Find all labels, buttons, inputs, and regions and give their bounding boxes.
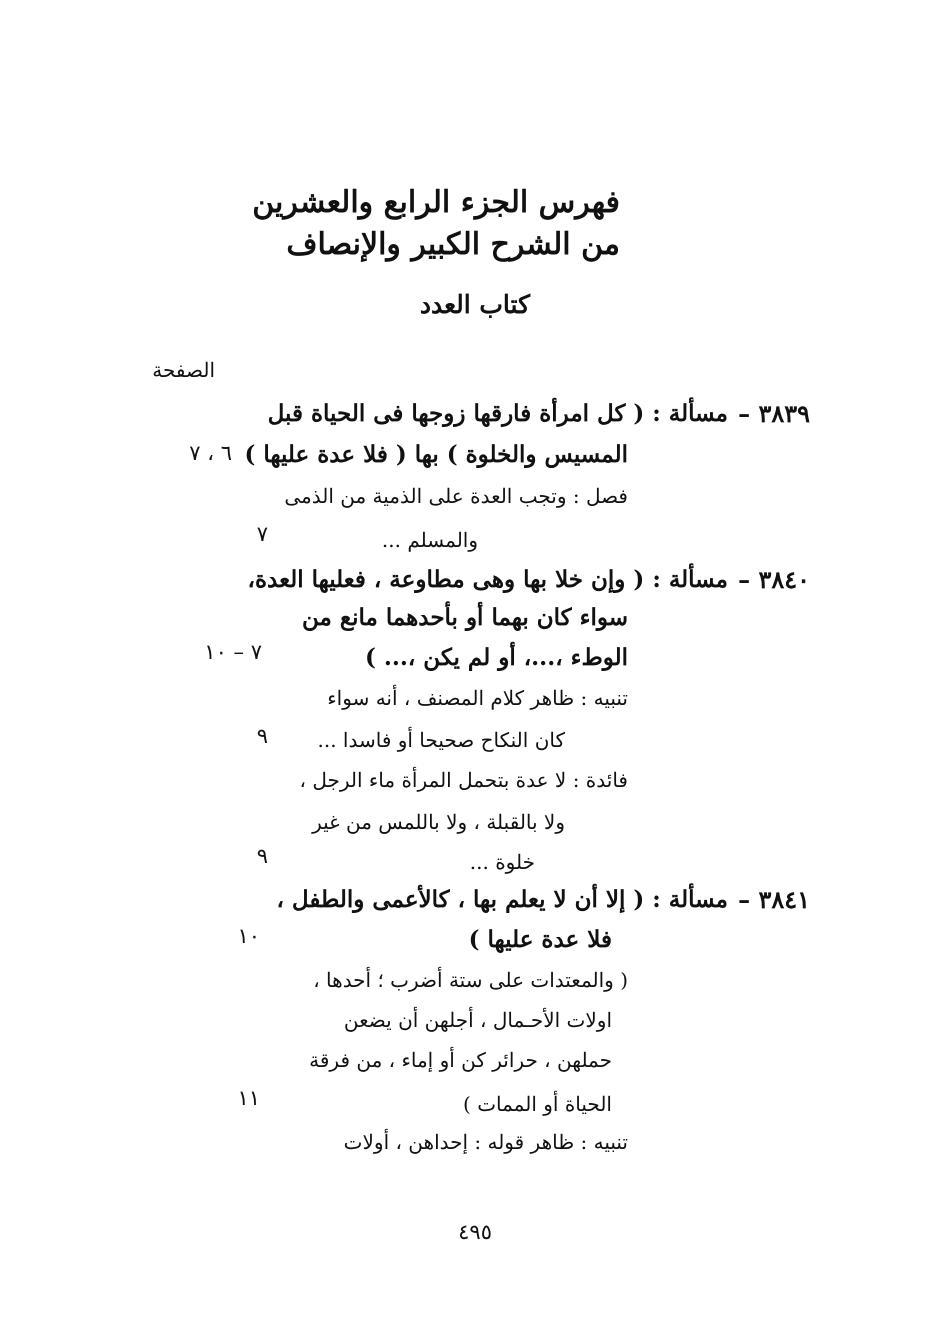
fasl-line-1: فصل : وتجب العدة على الذمية من الذمى	[284, 484, 628, 508]
tanbih-2-line-1: تنبيه : ظاهر قوله : إحداهن ، أولات	[343, 1130, 628, 1154]
entry-3841-line-2: فلا عدة عليها )	[468, 926, 612, 953]
entry-3841-line-1: مسألة : ( إلا أن لا يعلم بها ، كالأعمى والطفل ،	[276, 886, 728, 913]
entry-3841-pages: ١٠	[237, 924, 260, 948]
entry-number-3840: ٣٨٤٠ –	[738, 565, 810, 594]
mutaddat-line-3: حملهن ، حرائر كن أو إماء ، من فرقة	[309, 1048, 612, 1072]
entry-3840-pages: ٧ – ١٠	[204, 640, 262, 664]
entry-3840-line-2: سواء كان بهما أو بأحدهما مانع من	[302, 604, 628, 631]
page-number: ٤٩٥	[458, 1220, 492, 1244]
entry-3840-line-1: مسألة : ( وإن خلا بها وهى مطاوعة ، فعليها العدة،	[247, 566, 728, 593]
entry-3839-pages: ٦ ، ٧	[189, 441, 232, 465]
entry-3839-line-2: المسيس والخلوة ) بها ( فلا عدة عليها )	[244, 441, 628, 468]
mutaddat-line-1: ( والمعتدات على ستة أضرب ؛ أحدها ،	[313, 968, 628, 992]
tanbih-1-line-1: تنبيه : ظاهر كلام المصنف ، أنه سواء	[327, 686, 628, 710]
faida-line-2: ولا بالقبلة ، ولا باللمس من غير	[312, 810, 565, 834]
page-column-label: الصفحة	[152, 358, 215, 382]
faida-line-3: خلوة ...	[469, 850, 535, 874]
chapter-heading: كتاب العدد	[419, 290, 530, 319]
entry-3839-line-1: مسألة : ( كل امرأة فارقها زوجها فى الحياة قبل	[267, 400, 728, 427]
faida-line-1: فائدة : لا عدة بتحمل المرأة ماء الرجل ،	[299, 768, 628, 792]
index-title-line-1: فهرس الجزء الرابع والعشرين	[252, 185, 620, 220]
entry-number-3839: ٣٨٣٩ –	[738, 399, 810, 428]
mutaddat-line-4: الحياة أو الممات )	[463, 1092, 612, 1116]
entry-number-3841: ٣٨٤١ –	[738, 885, 810, 914]
mutaddat-line-2: اولات الأحـمال ، أجلهن أن يضعن	[343, 1008, 612, 1032]
entry-3840-line-3: الوطء ،...، أو لم يكن ،... )	[364, 644, 628, 671]
mutaddat-pages: ١١	[237, 1086, 260, 1110]
index-title-line-2: من الشرح الكبير والإنصاف	[286, 227, 620, 262]
tanbih-1-pages: ٩	[256, 724, 268, 748]
fasl-pages: ٧	[256, 522, 268, 546]
tanbih-1-line-2: كان النكاح صحيحا أو فاسدا ...	[317, 728, 565, 752]
faida-pages: ٩	[256, 844, 268, 868]
fasl-line-2: والمسلم ...	[381, 528, 478, 552]
